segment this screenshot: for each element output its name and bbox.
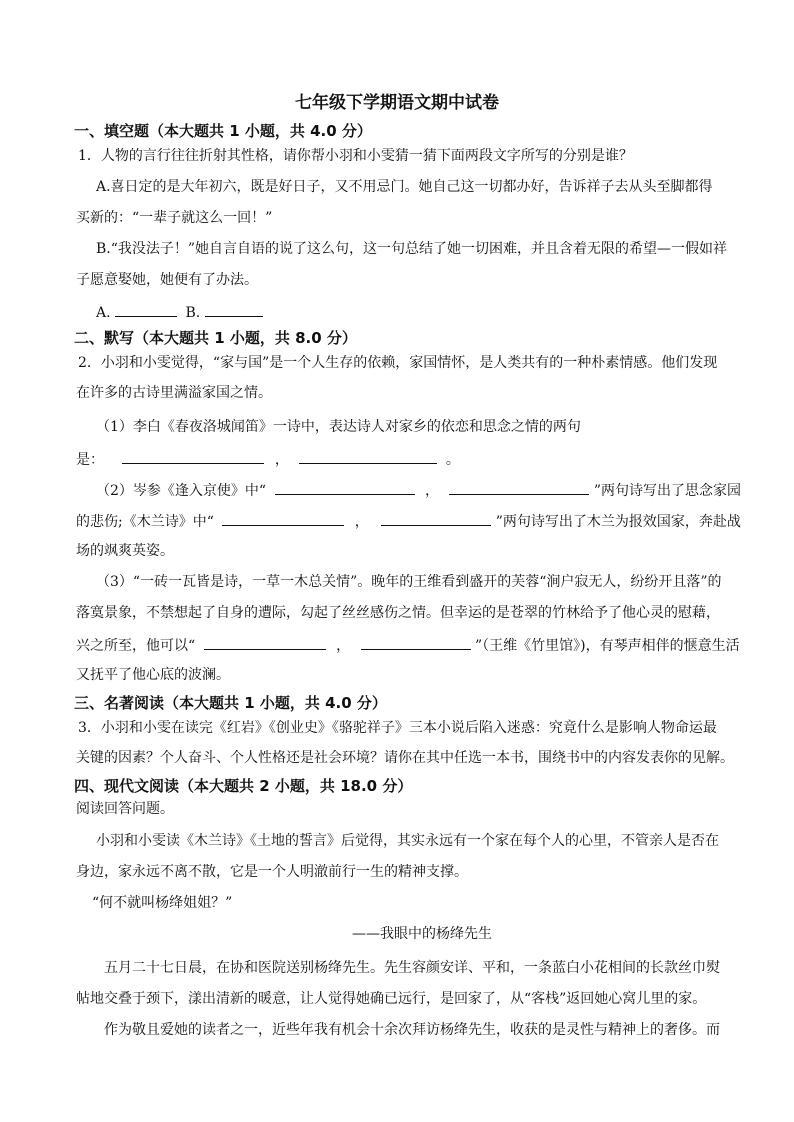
part-2-suffix: ”两句诗写出了思念家园 <box>593 483 742 499</box>
reading-instruction: 阅读回答问题。 <box>76 801 174 817</box>
part-1-prefix: 是： <box>76 452 104 468</box>
part-1-period: 。 <box>445 452 460 468</box>
question-1-passage-a-line-2: 买新的：“一辈子就这么一回！” <box>76 210 273 226</box>
part-2b-suffix: ”两句诗写出了木兰为报效国家，奔赴战 <box>495 514 741 530</box>
question-2-stem-line-2: 在许多的古诗里满溢家国之情。 <box>76 385 272 401</box>
article-paragraph-2-line-1: 作为敬且爱她的读者之一，近些年我有机会十余次拜访杨绛先生，收获的是灵性与精神上的奢侈。而 <box>104 1022 720 1038</box>
answer-b-blank[interactable] <box>205 302 263 317</box>
part-2-blank-2[interactable] <box>449 480 589 495</box>
exam-title: 七年级下学期语文期中试卷 <box>295 93 499 113</box>
part-1-blank-1[interactable] <box>122 449 264 464</box>
question-2-stem-line-1: 2．小羽和小雯觉得，“家与国”是一个人生存的依赖，家国情怀，是人类共有的一种朴素情感。他们发现 <box>78 355 718 371</box>
question-3-line-1: 3．小羽和小雯在读完《红岩》《创业史》《骆驼祥子》三本小说后陷入迷惑：究竟什么是影响人物命运最 <box>78 720 717 736</box>
part-2-blank-1[interactable] <box>275 480 415 495</box>
question-2-part-1-line-2 <box>76 449 460 469</box>
part-3-prefix: 兴之所至，他可以“ <box>76 638 196 654</box>
part-1-comma: ， <box>274 452 289 468</box>
section-heading-classic-reading: 三、名著阅读（本大题共 1 小题，共 4.0 分） <box>74 694 387 712</box>
question-2-part-3-line-3 <box>76 635 740 655</box>
question-1-passage-a-line-1: A.喜日定的是大年初六，既是好日子，又不用忌门。她自己这一切都办好，告诉祥子去从头至脚都得 <box>96 179 713 195</box>
question-3-line-2: 关键的因素？个人奋斗、个人性格还是社会环境？请你在其中任选一本书，围绕书中的内容发表你的见解。 <box>76 750 734 766</box>
part-3-blank-2[interactable] <box>361 635 471 650</box>
question-2-part-1-line-1: （1）李白《春夜洛城闻笛》一诗中，表达诗人对家乡的依恋和思念之情的两句 <box>96 419 581 435</box>
section-heading-fill-blank: 一、填空题（本大题共 1 小题，共 4.0 分） <box>74 122 372 140</box>
part-2b-comma: ， <box>354 514 369 530</box>
article-title: “何不就叫杨绛姐姐？” <box>92 895 233 911</box>
part-2-prefix: （2）岑参《逢入京使》中“ <box>96 483 267 499</box>
part-3-suffix: ”（王维《竹里馆》)，有琴声相伴的惬意生活 <box>474 638 740 654</box>
part-2b-blank-1[interactable] <box>222 511 344 526</box>
reading-intro-line-2: 身边，家永远不离不散，它是一个人明澈前行一生的精神支撑。 <box>76 864 468 880</box>
question-1-stem: 1．人物的言行往往折射其性格，请你帮小羽和小雯猜一猜下面两段文字所写的分别是谁？ <box>78 148 633 164</box>
article-paragraph-1-line-1: 五月二十七日晨，在协和医院送别杨绛先生。先生容颜安详、平和，一条蓝白小花相间的长款丝巾熨 <box>104 960 720 976</box>
section-heading-modern-reading: 四、现代文阅读（本大题共 2 小题，共 18.0 分） <box>74 777 413 795</box>
question-2-part-2-line-3: 场的飒爽英姿。 <box>76 543 174 559</box>
part-3-comma: ， <box>336 638 351 654</box>
article-subtitle: ——我眼中的杨绛先生 <box>352 926 492 942</box>
article-paragraph-1-line-2: 帖地交叠于颈下，漾出清新的暖意，让人觉得她确已远行，是回家了，从“客栈”返回她心窝儿里的家。 <box>76 991 707 1007</box>
question-1-passage-b-line-1: B.“我没法子！”她自言自语的说了这么句，这一句总结了她一切困难，并且含着无限的希望—一假如祥 <box>96 241 728 257</box>
answer-a-blank[interactable] <box>115 302 177 317</box>
section-heading-dictation: 二、默写（本大题共 1 小题，共 8.0 分） <box>74 329 357 347</box>
question-2-part-3-line-1: （3）“一砖一瓦皆是诗，一草一木总关情”。晚年的王维看到盛开的芙蓉“涧户寂无人，纷纷开且落”的 <box>96 574 722 590</box>
answer-b-label: B. <box>185 305 201 321</box>
question-1-answer-line <box>96 302 263 322</box>
question-2-part-3-line-2: 落寞景象，不禁想起了自身的遭际，勾起了丝丝感伤之情。但幸运的是苍翠的竹林给予了他心灵的慰藉， <box>76 605 720 621</box>
part-1-blank-2[interactable] <box>299 449 437 464</box>
part-2-comma: ， <box>424 483 439 499</box>
answer-a-label: A. <box>96 305 111 321</box>
question-2-part-2-line-2 <box>76 511 741 531</box>
part-3-blank-1[interactable] <box>204 635 326 650</box>
question-1-passage-b-line-2: 子愿意娶她，她便有了办法。 <box>76 272 258 288</box>
part-2b-prefix: 的悲伤;《木兰诗》中“ <box>76 514 214 530</box>
part-2b-blank-2[interactable] <box>381 511 491 526</box>
question-2-part-3-line-4: 又抚平了他心底的波澜。 <box>76 667 230 683</box>
question-2-part-2-line-1 <box>96 480 741 500</box>
reading-intro-line-1: 小羽和小雯读《木兰诗》《土地的誓言》后觉得，其实永远有一个家在每个人的心里，不管亲人是否在 <box>96 833 719 849</box>
